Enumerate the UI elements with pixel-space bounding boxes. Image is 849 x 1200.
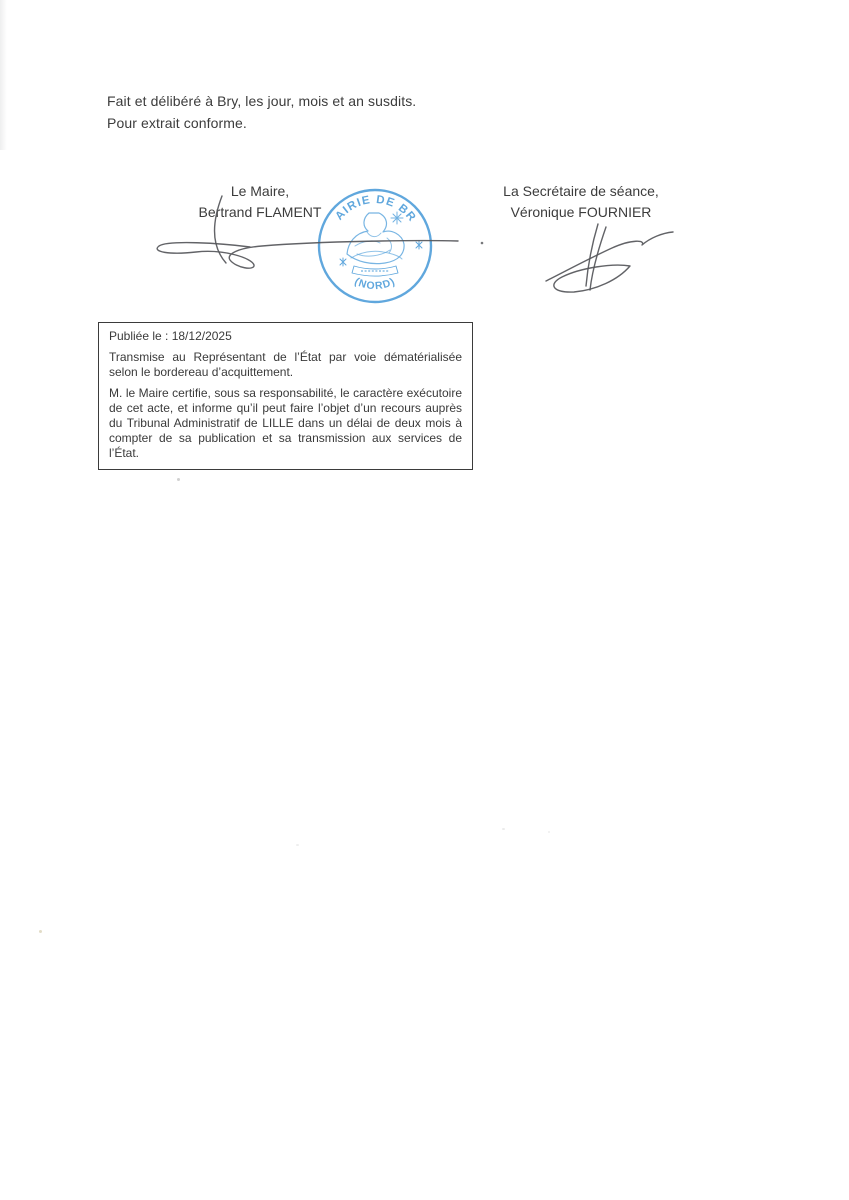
secretary-signature-ink: [546, 224, 673, 292]
scan-edge-shadow: [0, 0, 7, 150]
closing-text: [107, 90, 416, 134]
secretary-title: La Secrétaire de séance,: [503, 183, 659, 199]
stamp-arc-bottom-text: (NORD): [352, 275, 398, 293]
certification-paragraph: M. le Maire certifie, sous sa responsabilité, le caractère exécutoire de cet acte, et informe qu’il peut faire l’objet d’un recours auprès du Tribunal Administratif de LILLE dans un délai de deux mois à compter de sa publication et sa transmission aux services de l’État.: [109, 386, 462, 460]
closing-line-2: Pour extrait conforme.: [107, 115, 247, 131]
star-icon: [416, 241, 422, 249]
mayor-name: Bertrand FLAMENT: [198, 204, 322, 220]
scan-speck: [548, 831, 550, 833]
scan-speck: [502, 828, 505, 830]
publication-box: [98, 322, 473, 470]
secretary-name: Véronique FOURNIER: [510, 204, 652, 220]
published-date-line: Publiée le : 18/12/2025: [109, 329, 232, 343]
mayor-signature-block: [155, 181, 365, 223]
mayor-title: Le Maire,: [230, 183, 290, 199]
star-icon: [340, 258, 346, 266]
sparkle-icon: [391, 212, 403, 224]
stamp-arc-top-text: MAIRIE DE BRY: [333, 193, 419, 249]
scan-speck: [296, 844, 299, 846]
secretary-signature-block: [476, 181, 686, 223]
scan-speck: [39, 930, 42, 933]
scan-speck: [177, 478, 180, 481]
closing-line-1: Fait et délibéré à Bry, les jour, mois et an susdits.: [107, 93, 417, 109]
stamp-banner: [352, 266, 398, 276]
transmission-paragraph: Transmise au Représentant de l’État par voie dématérialisée selon le bordereau d’acquittement.: [109, 350, 462, 379]
